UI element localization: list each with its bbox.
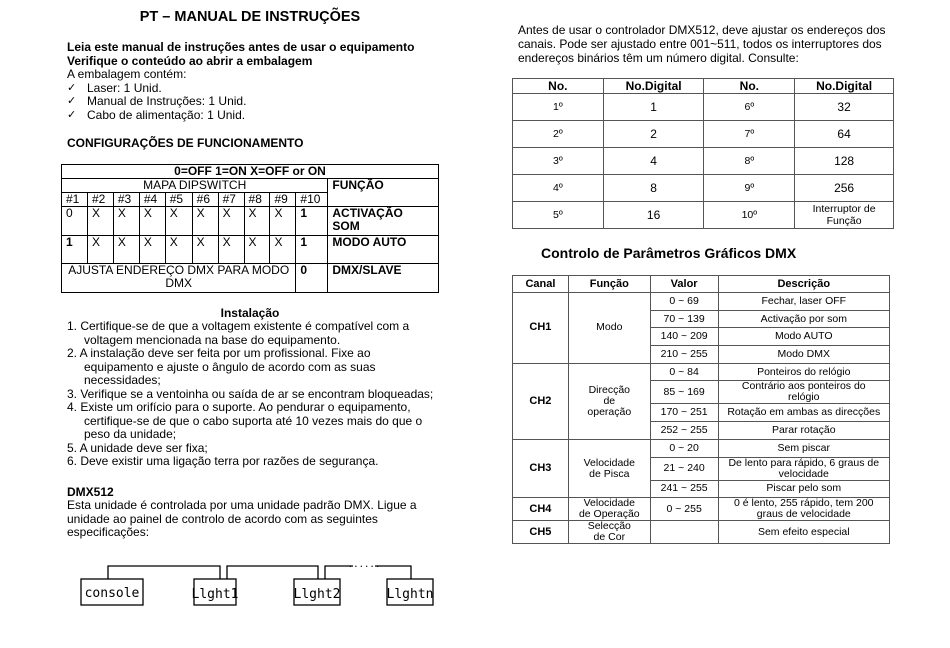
- table-row: 210 ~ 255 Modo DMX: [513, 346, 890, 364]
- table-row: 3º 4 8º 128: [513, 148, 894, 175]
- table-row: CH1 Modo 0 ~ 69 Fechar, laser OFF: [513, 293, 890, 311]
- table-row: CH5 Selecção de Cor Sem efeito especial: [513, 521, 890, 544]
- table-row: 140 ~ 209 Modo AUTO: [513, 328, 890, 346]
- dipswitch-table: [61, 164, 439, 293]
- dip-row-sound: 0 X X X X X X X X 1 ACTIVAÇÃO SOM: [62, 207, 439, 236]
- wire-light1-light2: [227, 566, 318, 579]
- control-title: Controlo de Parâmetros Gráficos DMX: [541, 245, 797, 261]
- table-row: CH2 Direcção de operação 0 ~ 84 Ponteiros do relógio: [513, 363, 890, 381]
- installation-item: 3. Verifique se a ventoinha ou saída de ar se encontram bloqueadas;: [67, 386, 434, 401]
- lead-line-2: Verifique o conteúdo ao abrir a embalagem: [67, 54, 313, 68]
- table-row: 85 ~ 169 Contrário aos ponteiros do relógio: [513, 381, 890, 404]
- dmx-wiring-diagram: [75, 558, 455, 610]
- checkmark-icon: ✓: [67, 95, 77, 107]
- table-row: 1º 1 6º 32: [513, 94, 894, 121]
- lightn-label: Llghtn: [386, 587, 434, 602]
- installation-list: [67, 320, 447, 469]
- dip-dmx-label: AJUSTA ENDEREÇO DMX PARA MODO DMX: [62, 264, 296, 293]
- wire-console-light1: [108, 566, 220, 579]
- dip-legend: 0=OFF 1=ON X=OFF or ON: [62, 165, 439, 179]
- installation-item: 6. Deve existir uma ligação terra por razões de segurança.: [67, 454, 379, 468]
- config-title: CONFIGURAÇÕES DE FUNCIONAMENTO: [67, 136, 304, 150]
- wire-to-lightn: [375, 566, 411, 579]
- table-row: 252 ~ 255 Parar rotação: [513, 422, 890, 440]
- continuation-dots: ......: [347, 560, 381, 570]
- installation-item: 4. Existe um orifício para o suporte. Ao pendurar o equipamento, certifique-se de que o cabo suporta até 10 vezes mais do que o peso da unidade;: [67, 400, 423, 441]
- package-item: ✓ Manual de Instruções: 1 Unid.: [67, 94, 247, 108]
- light2-label: Llght2: [293, 587, 341, 602]
- light1-label: Llght1: [191, 587, 239, 602]
- table-row: 4º 8 9º 256: [513, 175, 894, 202]
- dip-function-dmx: DMX/SLAVE: [328, 264, 439, 293]
- dip-row-auto: 1 X X X X X X X X 1 MODO AUTO: [62, 236, 439, 264]
- address-header-row: No. No.Digital No. No.Digital: [513, 79, 894, 94]
- dmx512-text: Esta unidade é controlada por uma unidade padrão DMX. Ligue a unidade ao painel de controlo de acordo com as seguintes especificações:: [67, 498, 417, 539]
- dip-function-sound: ACTIVAÇÃO SOM: [328, 207, 439, 236]
- installation-item: 2. A instalação deve ser feita por um profissional. Fixe ao equipamento e ajuste o ângulo de acordo com as suas necessidades;: [67, 346, 376, 387]
- address-intro: Antes de usar o controlador DMX512, deve ajustar os endereços dos canais. Pode ser ajustado entre 001~511, todos os interruptores dos endereços binários têm um número digital. Consulte:: [518, 23, 886, 65]
- table-row: 21 ~ 240 De lento para rápido, 6 graus de velocidade: [513, 457, 890, 480]
- lead-instructions: [67, 40, 414, 68]
- package-heading: A embalagem contém:: [67, 67, 187, 81]
- dip-map-label: MAPA DIPSWITCH: [62, 179, 328, 193]
- package-item: ✓ Cabo de alimentação: 1 Unid.: [67, 107, 246, 122]
- package-item: ✓ Laser: 1 Unid.: [67, 80, 162, 95]
- installation-item: 1. Certifique-se de que a voltagem existente é compatível com a voltagem mencionada na base do equipamento.: [67, 319, 410, 347]
- table-row: 5º 16 10º Interruptor de Função: [513, 202, 894, 229]
- dip-row-dmx: AJUSTA ENDEREÇO DMX PARA MODO DMX 0 DMX/SLAVE: [62, 264, 439, 293]
- control-header-row: Canal Função Valor Descrição: [513, 276, 890, 293]
- dmx512-title: DMX512: [67, 485, 114, 499]
- dip-function-label: FUNÇÃO: [328, 179, 439, 207]
- installation-title: Instalação: [220, 306, 280, 320]
- address-table: [512, 78, 894, 229]
- table-row: 170 ~ 251 Rotação em ambas as direcções: [513, 404, 890, 422]
- package-contents: [67, 68, 246, 122]
- dmx-control-table: [512, 275, 890, 544]
- lead-line-1: Leia este manual de instruções antes de usar o equipamento: [67, 40, 415, 54]
- table-row: CH4 Velocidade de Operação 0 ~ 255 0 é lento, 255 rápido, tem 200 graus de velocidade: [513, 498, 890, 521]
- page-title: PT – MANUAL DE INSTRUÇÕES: [139, 9, 361, 25]
- table-row: CH3 Velocidade de Pisca 0 ~ 20 Sem piscar: [513, 439, 890, 457]
- table-row: 2º 2 7º 64: [513, 121, 894, 148]
- installation-item: 5. A unidade deve ser fixa;: [67, 440, 208, 455]
- dip-function-auto: MODO AUTO: [328, 236, 439, 264]
- table-row: 70 ~ 139 Activação por som: [513, 310, 890, 328]
- checkmark-icon: ✓: [67, 81, 77, 94]
- checkmark-icon: ✓: [67, 108, 77, 121]
- console-label: console: [84, 586, 140, 601]
- table-row: 241 ~ 255 Piscar pelo som: [513, 480, 890, 498]
- dip-header-row: #1 #2 #3 #4 #5 #6 #7 #8 #9 #10: [62, 193, 439, 207]
